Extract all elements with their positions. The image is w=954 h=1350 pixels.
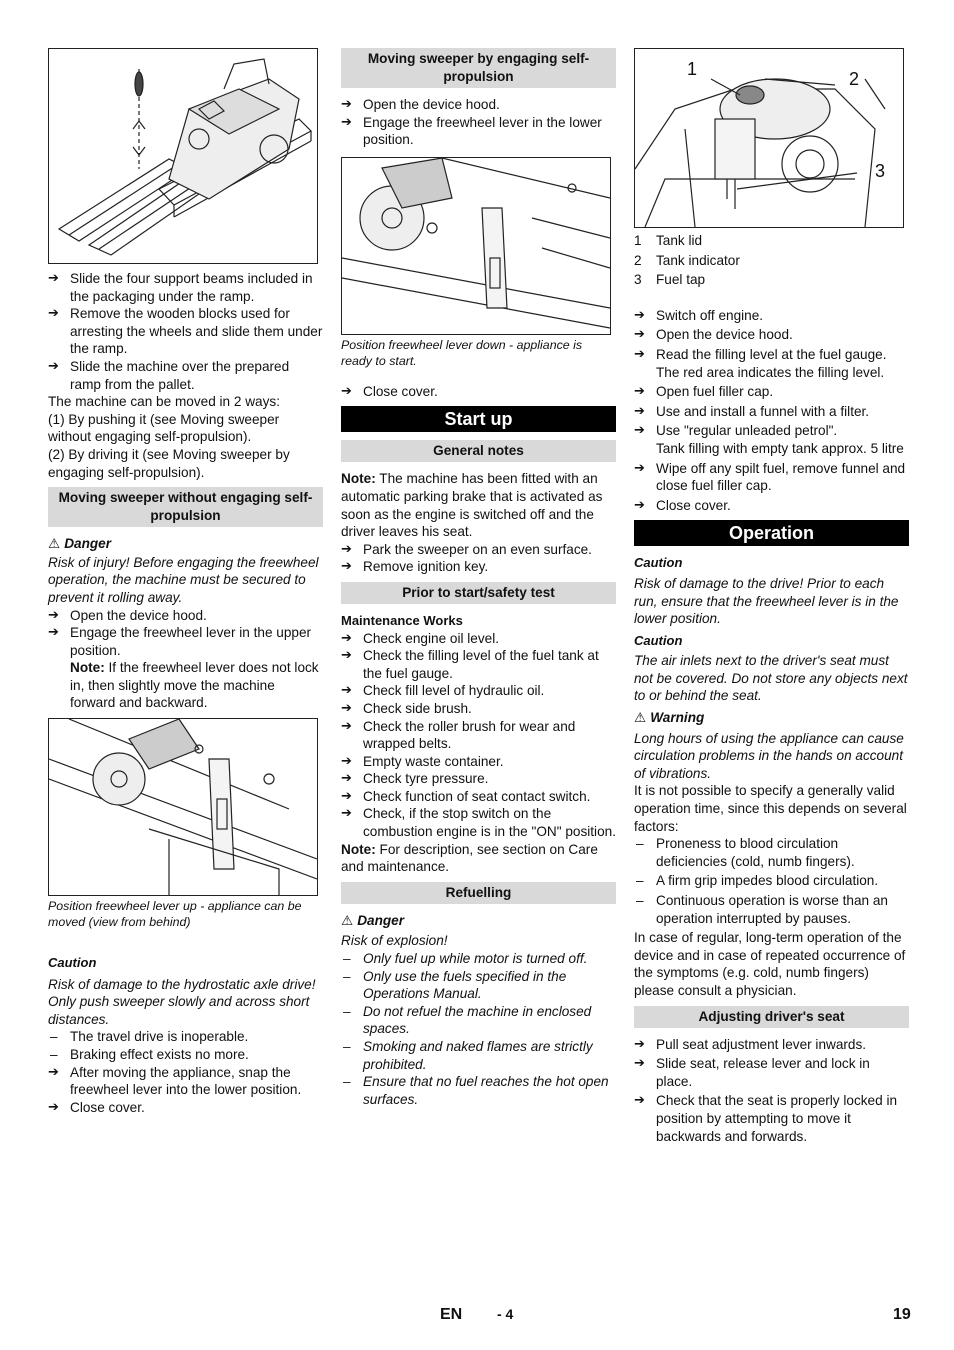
step-item: ➔ Close cover. xyxy=(634,497,909,515)
caution-label: Caution xyxy=(48,955,97,971)
step-item: ➔ Use and install a funnel with a filter. xyxy=(634,403,909,421)
step-item: ➔ Open the device hood. xyxy=(634,326,909,344)
step-item: ➔ Slide the machine over the prepared ramp from the pallet. xyxy=(48,358,323,393)
callout-3: 3 xyxy=(875,161,886,181)
step-item: ➔ Check that the seat is properly locked in position by attempting to move it backwards and forwards. xyxy=(634,1092,909,1145)
step-item: ➔ Check function of seat contact switch. xyxy=(341,788,616,806)
step-item: ➔ Open fuel filler cap. xyxy=(634,383,909,401)
danger-text: Risk of injury! Before engaging the freewheel operation, the machine must be secured to prevent it rolling away. xyxy=(48,554,319,605)
footer-section: - 4 xyxy=(497,1306,514,1322)
step-item: ➔ Wipe off any spilt fuel, remove funnel and close fuel filler cap. xyxy=(634,460,909,495)
column-left xyxy=(48,48,323,1116)
column-middle xyxy=(341,48,616,1108)
step-item: ➔ After moving the appliance, snap the freewheel lever into the lower position. xyxy=(48,1064,323,1099)
step-item: ➔ Check tyre pressure. xyxy=(341,770,616,788)
step-item: ➔ Remove ignition key. xyxy=(341,558,616,576)
step-item: ➔ Open the device hood. xyxy=(48,607,323,625)
note: Note: The machine has been fitted with an automatic parking brake that is activated as soon as the engine is switched off and the driver leaves his seat. xyxy=(341,471,603,540)
paragraph: (2) By driving it (see Moving sweeper by engaging self-propulsion). xyxy=(48,446,290,480)
paragraph: (1) By pushing it (see Moving sweeper without engaging self-propulsion). xyxy=(48,411,280,445)
warning-triangle-icon: ⚠ xyxy=(48,536,61,553)
legend-item: 3 Fuel tap xyxy=(634,272,706,288)
dash-item: – The travel drive is inoperable. xyxy=(48,1028,323,1046)
note: Note: For description, see section on Care and maintenance. xyxy=(341,841,598,875)
column-right xyxy=(634,48,909,1145)
step-item: ➔ Read the filling level at the fuel gauge. The red area indicates the filling level. xyxy=(634,346,909,381)
step-item: ➔ Close cover. xyxy=(48,1099,323,1117)
callout-2: 2 xyxy=(849,69,860,89)
step-item: ➔ Pull seat adjustment lever inwards. xyxy=(634,1036,909,1054)
caution-label: Caution xyxy=(634,555,683,571)
dash-item: – Proneness to blood circulation deficiencies (cold, numb fingers). xyxy=(634,835,909,870)
legend-item: 1 Tank lid xyxy=(634,233,703,248)
legend-item: 2 Tank indicator xyxy=(634,252,740,268)
step-item: ➔ Park the sweeper on an even surface. xyxy=(341,541,616,559)
step-item: ➔ Slide seat, release lever and lock in place. xyxy=(634,1055,909,1090)
figure-caption: Position freewheel lever down - appliance is ready to start. xyxy=(341,337,583,368)
step-item: ➔ Engage the freewheel lever in the upper position. xyxy=(48,624,323,659)
subheading: Maintenance Works xyxy=(341,612,463,628)
step-item: ➔ Slide the four support beams included in the packaging under the ramp. xyxy=(48,270,323,305)
dash-item: – Continuous operation is worse than an operation interrupted by pauses. xyxy=(634,892,909,927)
danger-label: ⚠ Danger xyxy=(341,912,405,929)
dash-item: – Braking effect exists no more. xyxy=(48,1046,323,1064)
warning-triangle-icon: ⚠ xyxy=(341,912,354,929)
caution-text: Risk of damage to the hydrostatic axle drive! xyxy=(48,976,316,992)
paragraph: In case of regular, long-term operation of the device and in case of repeated occurrence of the symptoms (e.g. cold, numb fingers) please consult a physician. xyxy=(634,930,906,998)
section-heading: General notes xyxy=(341,440,616,462)
section-heading: Adjusting driver's seat xyxy=(634,1006,909,1028)
section-heading: Moving sweeper by engaging self-propulsion xyxy=(341,48,616,88)
step-item: ➔ Close cover. xyxy=(341,383,616,401)
danger-label: ⚠ Danger xyxy=(48,536,112,553)
step-item: ➔ Check engine oil level. xyxy=(341,630,616,648)
callout-1: 1 xyxy=(687,59,698,79)
danger-text: Risk of explosion! xyxy=(341,933,448,949)
dash-item: – Do not refuel the machine in enclosed spaces. xyxy=(341,1003,616,1038)
chapter-heading: Start up xyxy=(341,406,616,432)
section-heading: Moving sweeper without engaging self-propulsion xyxy=(48,487,323,527)
step-item: ➔ Engage the freewheel lever in the lower position. xyxy=(341,114,616,149)
step-item: ➔ Check the filling level of the fuel tank at the fuel gauge. xyxy=(341,647,616,682)
step-item: ➔ Check side brush. xyxy=(341,700,616,718)
step-item: ➔ Remove the wooden blocks used for arresting the wheels and slide them under the ramp. xyxy=(48,305,323,358)
paragraph: Tank filling with empty tank approx. 5 litre xyxy=(656,440,904,456)
caution-text: Risk of damage to the drive! Prior to each run, ensure that the freewheel lever is in the lower position. xyxy=(634,575,899,627)
step-item: ➔ Check fill level of hydraulic oil. xyxy=(341,682,616,700)
footer-language: EN xyxy=(440,1306,463,1323)
step-item: ➔ Switch off engine. xyxy=(634,307,909,325)
paragraph: It is not possible to specify a generally valid operation time, since this depends on several factors: xyxy=(634,783,907,834)
dash-item: – Ensure that no fuel reaches the hot open surfaces. xyxy=(341,1073,616,1108)
chapter-heading: Operation xyxy=(634,520,909,546)
caution-label: Caution xyxy=(634,632,683,648)
warning-text: Long hours of using the appliance can cause circulation problems in the hands on account of vibrations. xyxy=(634,730,904,781)
figure-caption: Position freewheel lever up - appliance can be moved (view from behind) xyxy=(48,899,302,930)
section-heading: Prior to start/safety test xyxy=(341,582,616,604)
freewheel-lever-up-illustration xyxy=(48,718,318,896)
caution-text: Only push sweeper slowly and across short distances. xyxy=(48,994,310,1027)
page-number: 19 xyxy=(893,1306,911,1323)
dash-item: – Smoking and naked flames are strictly prohibited. xyxy=(341,1038,616,1073)
caution-text: The air inlets next to the driver's seat must not be covered. Do not store any objects next to or behind the seat. xyxy=(634,653,908,704)
section-heading: Refuelling xyxy=(341,882,616,904)
step-item: ➔ Check the roller brush for wear and wrapped belts. xyxy=(341,718,616,753)
step-item: ➔ Check, if the stop switch on the combustion engine is in the "ON" position. xyxy=(341,805,616,840)
freewheel-lever-down-illustration xyxy=(341,157,611,335)
paragraph: The machine can be moved in 2 ways: xyxy=(48,394,280,410)
dash-item: – A firm grip impedes blood circulation. xyxy=(634,872,909,890)
dash-item: – Only use the fuels specified in the Operations Manual. xyxy=(341,968,616,1003)
warning-label: ⚠ Warning xyxy=(634,710,705,727)
note: Note: If the freewheel lever does not lock in, then slightly move the machine forward and backward. xyxy=(70,660,319,711)
engine-fuel-illustration xyxy=(634,48,904,228)
step-item: ➔ Open the device hood. xyxy=(341,96,616,114)
dash-item: – Only fuel up while motor is turned off. xyxy=(341,950,616,968)
step-item: ➔ Empty waste container. xyxy=(341,753,616,771)
warning-triangle-icon: ⚠ xyxy=(634,710,647,727)
step-item: ➔ Use "regular unleaded petrol". xyxy=(634,422,909,440)
ramp-illustration xyxy=(48,48,318,264)
